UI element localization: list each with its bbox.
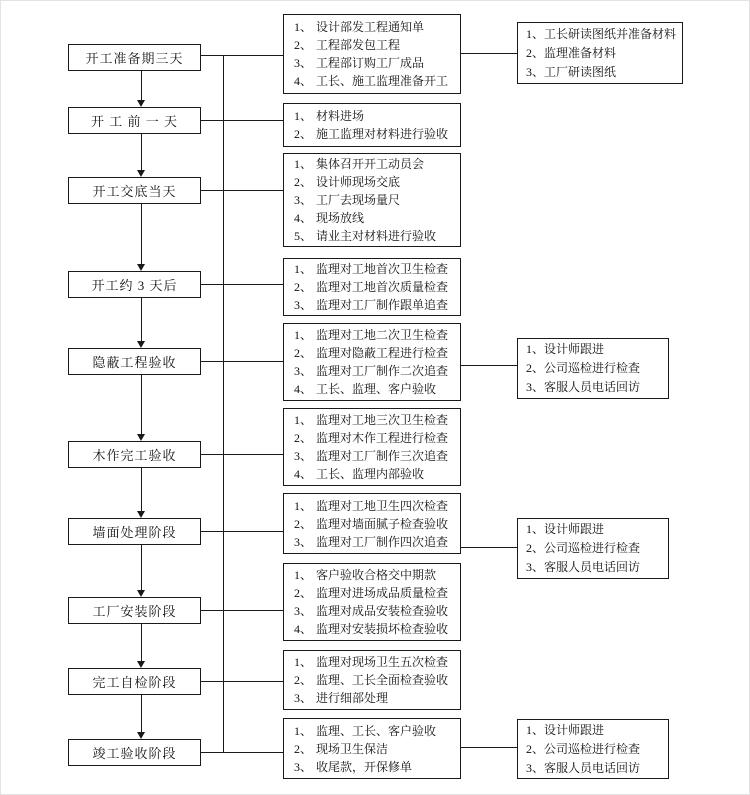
item-text: 设计师跟进 (544, 722, 605, 737)
list-item (294, 671, 460, 689)
list-item (294, 689, 460, 707)
item-number: 2、 (294, 38, 313, 52)
item-number: 1、 (294, 328, 313, 342)
item-text: 工长、监理内部验收 (316, 467, 425, 481)
list-item (294, 36, 460, 54)
list-item (526, 63, 682, 82)
item-number: 2、 (526, 45, 545, 60)
item-number: 1、 (294, 262, 313, 276)
stage-box-6: 木作完工验收 (68, 441, 201, 468)
list-item (294, 515, 460, 533)
list-item (526, 25, 682, 44)
item-text: 监理对隐蔽工程进行检查 (316, 346, 449, 360)
list-item (294, 429, 460, 447)
list-item (526, 539, 668, 558)
list-item (526, 759, 668, 778)
list-item (294, 72, 460, 90)
task-list-box-3 (283, 153, 461, 247)
connector-left-7 (201, 531, 283, 532)
list-item (294, 18, 460, 36)
item-text: 工厂研读图纸 (544, 64, 617, 79)
connector-left-9 (201, 681, 283, 682)
item-number: 4、 (294, 74, 313, 88)
item-text: 监理对工厂制作四次追查 (316, 534, 449, 549)
item-text: 监理对墙面腻子检查验收 (316, 516, 449, 531)
item-number: 3、 (526, 760, 545, 775)
list-item (294, 155, 460, 173)
item-number: 3、 (294, 534, 313, 549)
item-text: 工长研读图纸并准备材料 (544, 26, 677, 41)
item-number: 3、 (294, 364, 313, 378)
list-item (294, 411, 460, 429)
item-number: 2、 (526, 541, 545, 555)
list-item (294, 740, 460, 758)
item-number: 3、 (294, 604, 313, 618)
item-text: 工程部订购工厂成品 (316, 56, 425, 70)
item-number: 1、 (526, 722, 545, 737)
task-list-box-10 (283, 718, 461, 779)
item-number: 1、 (294, 413, 313, 427)
item-text: 监理对工地三次卫生检查 (316, 413, 449, 427)
item-number: 3、 (526, 64, 545, 79)
task-list-box-9 (283, 650, 461, 710)
list-item (294, 758, 460, 776)
side-note-box-4 (517, 719, 669, 779)
list-item (526, 520, 668, 539)
connector-right-4 (461, 747, 517, 748)
stage-box-4: 开工约 3 天后 (68, 271, 201, 298)
list-item (294, 722, 460, 740)
list-item (294, 209, 460, 227)
item-number: 4、 (294, 382, 313, 396)
item-text: 设计师跟进 (544, 522, 605, 536)
list-item (294, 326, 460, 344)
list-item (294, 620, 460, 638)
connector-left-10 (201, 752, 283, 753)
item-number: 1、 (294, 109, 313, 123)
item-number: 2、 (294, 280, 313, 294)
item-number: 2、 (294, 741, 313, 756)
list-item (526, 44, 682, 63)
item-text: 公司巡检进行检查 (544, 361, 641, 375)
connector-right-3 (461, 547, 517, 548)
stage-box-2: 开 工 前 一 天 (68, 107, 201, 134)
list-item (294, 191, 460, 209)
item-text: 监理对工厂制作二次追查 (316, 364, 449, 378)
list-item (294, 54, 460, 72)
connector-left-4 (201, 284, 283, 285)
connector-left-3 (201, 190, 283, 191)
stage-box-5: 隐蔽工程验收 (68, 348, 201, 375)
item-text: 监理、工长全面检查验收 (316, 673, 449, 687)
list-item (294, 296, 460, 314)
list-item (294, 653, 460, 671)
item-number: 1、 (294, 498, 313, 513)
item-number: 2、 (294, 431, 313, 445)
list-item (294, 227, 460, 245)
list-item (526, 378, 668, 397)
item-text: 收尾款，开保修单 (316, 759, 413, 774)
item-text: 监理对成品安装检查验收 (316, 604, 449, 618)
list-item (526, 721, 668, 740)
item-number: 2、 (294, 586, 313, 600)
task-list-box-7 (283, 493, 461, 554)
stage-box-10: 竣工验收阶段 (68, 739, 201, 766)
item-number: 3、 (294, 298, 313, 312)
stage-box-1: 开工准备期三天 (68, 44, 201, 71)
item-text: 客户验收合格交中期款 (316, 568, 437, 582)
task-list-box-6 (283, 408, 461, 486)
item-number: 2、 (294, 127, 313, 141)
item-text: 工程部发包工程 (316, 38, 401, 52)
list-item (294, 125, 460, 143)
item-text: 公司巡检进行检查 (544, 541, 641, 555)
item-text: 客服人员电话回访 (544, 560, 641, 574)
item-number: 2、 (526, 361, 545, 375)
flow-arrow-3 (141, 204, 142, 264)
item-text: 现场卫生保洁 (316, 741, 389, 756)
list-item (526, 340, 668, 359)
item-number: 3、 (294, 56, 313, 70)
list-item (294, 447, 460, 465)
task-list-box-2 (283, 103, 461, 147)
list-item (294, 260, 460, 278)
item-number: 1、 (294, 568, 313, 582)
item-text: 进行细部处理 (316, 691, 389, 705)
connector-left-1 (201, 55, 283, 56)
item-text: 监理对木作工程进行检查 (316, 431, 449, 445)
list-item (526, 359, 668, 378)
item-number: 4、 (294, 211, 313, 225)
item-text: 客服人员电话回访 (544, 380, 641, 394)
item-text: 施工监理对材料进行验收 (316, 127, 449, 141)
item-text: 工长、监理、客户验收 (316, 382, 437, 396)
list-item (294, 533, 460, 551)
item-text: 监理准备材料 (544, 45, 617, 60)
item-text: 集体召开开工动员会 (316, 157, 425, 171)
item-number: 1、 (294, 20, 313, 34)
item-text: 客服人员电话回访 (544, 760, 641, 775)
item-number: 1、 (526, 522, 545, 536)
item-text: 监理对工厂制作三次追查 (316, 449, 449, 463)
stage-box-9: 完工自检阶段 (68, 668, 201, 695)
connector-right-1 (461, 53, 517, 54)
task-list-box-8 (283, 563, 461, 641)
item-text: 工厂去现场量尺 (316, 193, 401, 207)
flow-arrow-9 (141, 695, 142, 732)
list-item (294, 465, 460, 483)
item-number: 2、 (294, 175, 313, 189)
item-number: 3、 (526, 380, 545, 394)
flow-arrow-4 (141, 298, 142, 341)
item-number: 2、 (294, 673, 313, 687)
item-number: 1、 (526, 342, 545, 356)
list-item (294, 602, 460, 620)
item-text: 现场放线 (316, 211, 365, 225)
item-number: 5、 (294, 229, 313, 243)
item-number: 3、 (294, 193, 313, 207)
item-text: 设计师现场交底 (316, 175, 401, 189)
item-number: 3、 (526, 560, 545, 574)
side-note-box-3 (517, 518, 669, 579)
list-item (294, 173, 460, 191)
item-number: 2、 (526, 741, 545, 756)
task-list-box-5 (283, 323, 461, 401)
flow-arrow-2 (141, 134, 142, 170)
list-item (294, 380, 460, 398)
flow-arrow-6 (141, 468, 142, 511)
item-number: 1、 (294, 157, 313, 171)
item-text: 监理对工地二次卫生检查 (316, 328, 449, 342)
list-item (294, 344, 460, 362)
task-list-box-1 (283, 14, 461, 94)
flow-arrow-7 (141, 545, 142, 590)
item-number: 1、 (294, 723, 313, 738)
item-text: 设计部发工程通知单 (316, 20, 425, 34)
item-text: 监理对进场成品质量检查 (316, 586, 449, 600)
connector-left-8 (201, 610, 283, 611)
list-item (526, 740, 668, 759)
connector-left-6 (201, 454, 283, 455)
item-number: 3、 (294, 691, 313, 705)
item-text: 监理对工地卫生四次检查 (316, 498, 449, 513)
item-text: 监理对工地首次卫生检查 (316, 262, 449, 276)
task-list-box-4 (283, 258, 461, 316)
list-item (294, 584, 460, 602)
item-text: 设计师跟进 (544, 342, 605, 356)
connector-right-2 (461, 365, 517, 366)
flow-arrow-8 (141, 624, 142, 661)
list-item (294, 107, 460, 125)
item-text: 监理对安装损坏检查验收 (316, 622, 449, 636)
item-number: 2、 (294, 516, 313, 531)
item-text: 工长、施工监理准备开工 (316, 74, 449, 88)
flow-arrow-1 (141, 71, 142, 100)
item-number: 1、 (526, 26, 545, 41)
item-number: 4、 (294, 622, 313, 636)
item-text: 材料进场 (316, 109, 365, 123)
trunk-line (223, 55, 224, 752)
item-text: 监理对现场卫生五次检查 (316, 655, 449, 669)
list-item (294, 362, 460, 380)
connector-left-5 (201, 361, 283, 362)
item-text: 公司巡检进行检查 (544, 741, 641, 756)
item-number: 3、 (294, 449, 313, 463)
flow-arrow-5 (141, 375, 142, 434)
list-item (294, 566, 460, 584)
item-text: 请业主对材料进行验收 (316, 229, 437, 243)
connector-left-2 (201, 120, 283, 121)
stage-box-3: 开工交底当天 (68, 177, 201, 204)
item-number: 3、 (294, 759, 313, 774)
item-number: 1、 (294, 655, 313, 669)
list-item (526, 558, 668, 577)
item-number: 2、 (294, 346, 313, 360)
item-text: 监理、工长、客户验收 (316, 723, 437, 738)
stage-box-8: 工厂安装阶段 (68, 597, 201, 624)
item-number: 4、 (294, 467, 313, 481)
side-note-box-2 (517, 338, 669, 399)
item-text: 监理对工地首次质量检查 (316, 280, 449, 294)
side-note-box-1 (517, 22, 683, 84)
stage-box-7: 墙面处理阶段 (68, 518, 201, 545)
list-item (294, 278, 460, 296)
item-text: 监理对工厂制作跟单追查 (316, 298, 449, 312)
list-item (294, 497, 460, 515)
